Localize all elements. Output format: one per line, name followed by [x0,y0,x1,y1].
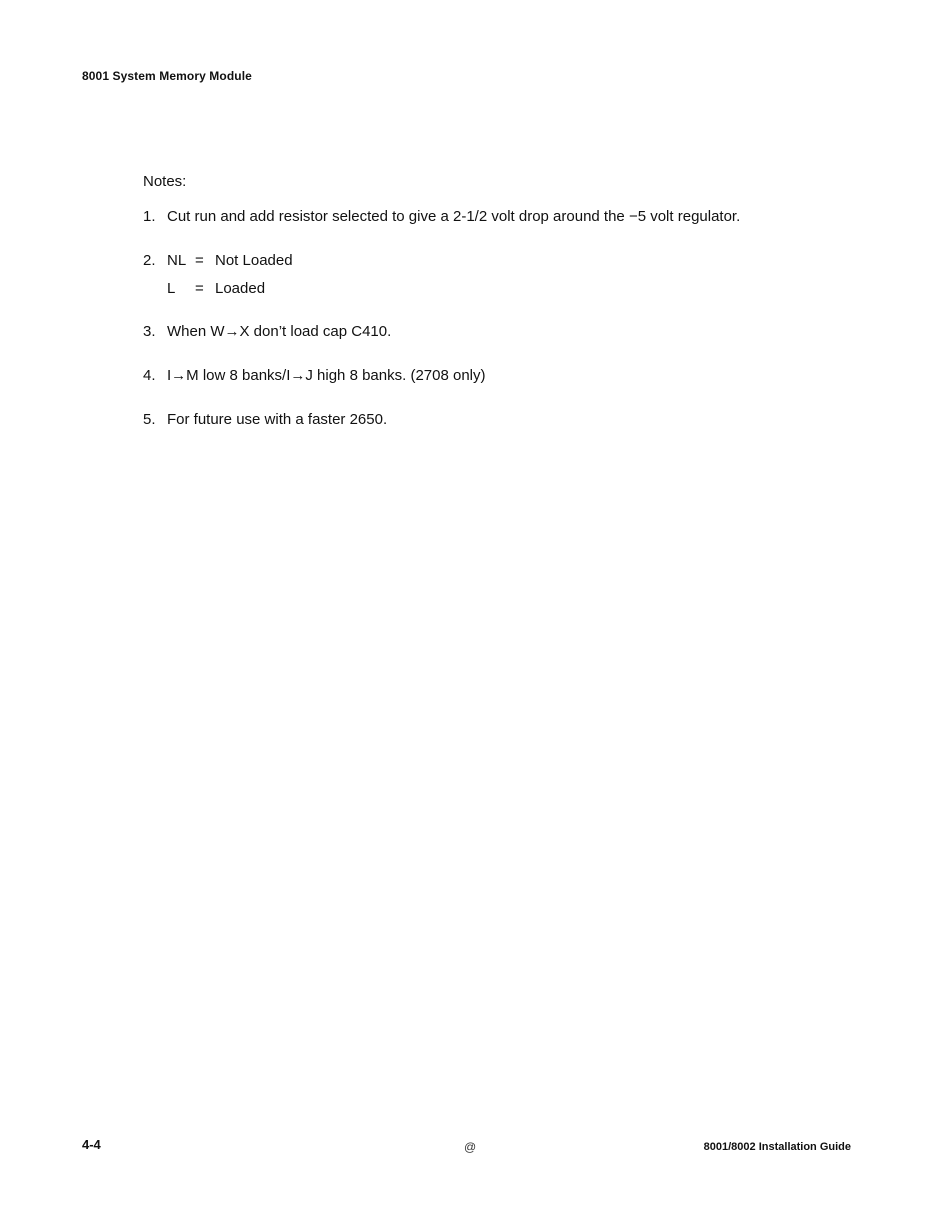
note-number: 1. [143,208,156,225]
notes-heading: Notes: [143,173,187,190]
running-header: 8001 System Memory Module [82,69,252,83]
definition-list [167,251,843,299]
page-number: 4-4 [82,1137,101,1152]
note-number: 2. [143,252,156,269]
definition-row [167,251,843,271]
note-text: When W→X don’t load cap C410. [167,323,392,340]
guide-title: 8001/8002 Installation Guide [703,1141,851,1153]
note-item-5 [143,410,843,430]
note-item-2 [143,251,843,299]
note-number: 5. [143,411,156,428]
definition-value: Not Loaded [215,252,293,269]
definition-term: L [167,280,176,297]
definition-value: Loaded [215,280,266,297]
note-text: Cut run and add resistor selected to give a 2-1/2 volt drop around the −5 volt regulator. [167,208,741,225]
note-text: For future use with a faster 2650. [167,411,388,428]
note-number: 3. [143,323,156,340]
note-item-4 [143,366,843,386]
notes-section [143,172,843,454]
definition-term: NL [167,252,187,269]
note-text: I→M low 8 banks/I→J high 8 banks. (2708 only) [167,367,486,384]
note-number: 4. [143,367,156,384]
footer-mark: @ [464,1140,477,1154]
note-item-3 [143,322,843,342]
note-item-1 [143,207,843,227]
definition-row [167,279,843,299]
equals-sign: = [195,252,204,269]
equals-sign: = [195,280,204,297]
